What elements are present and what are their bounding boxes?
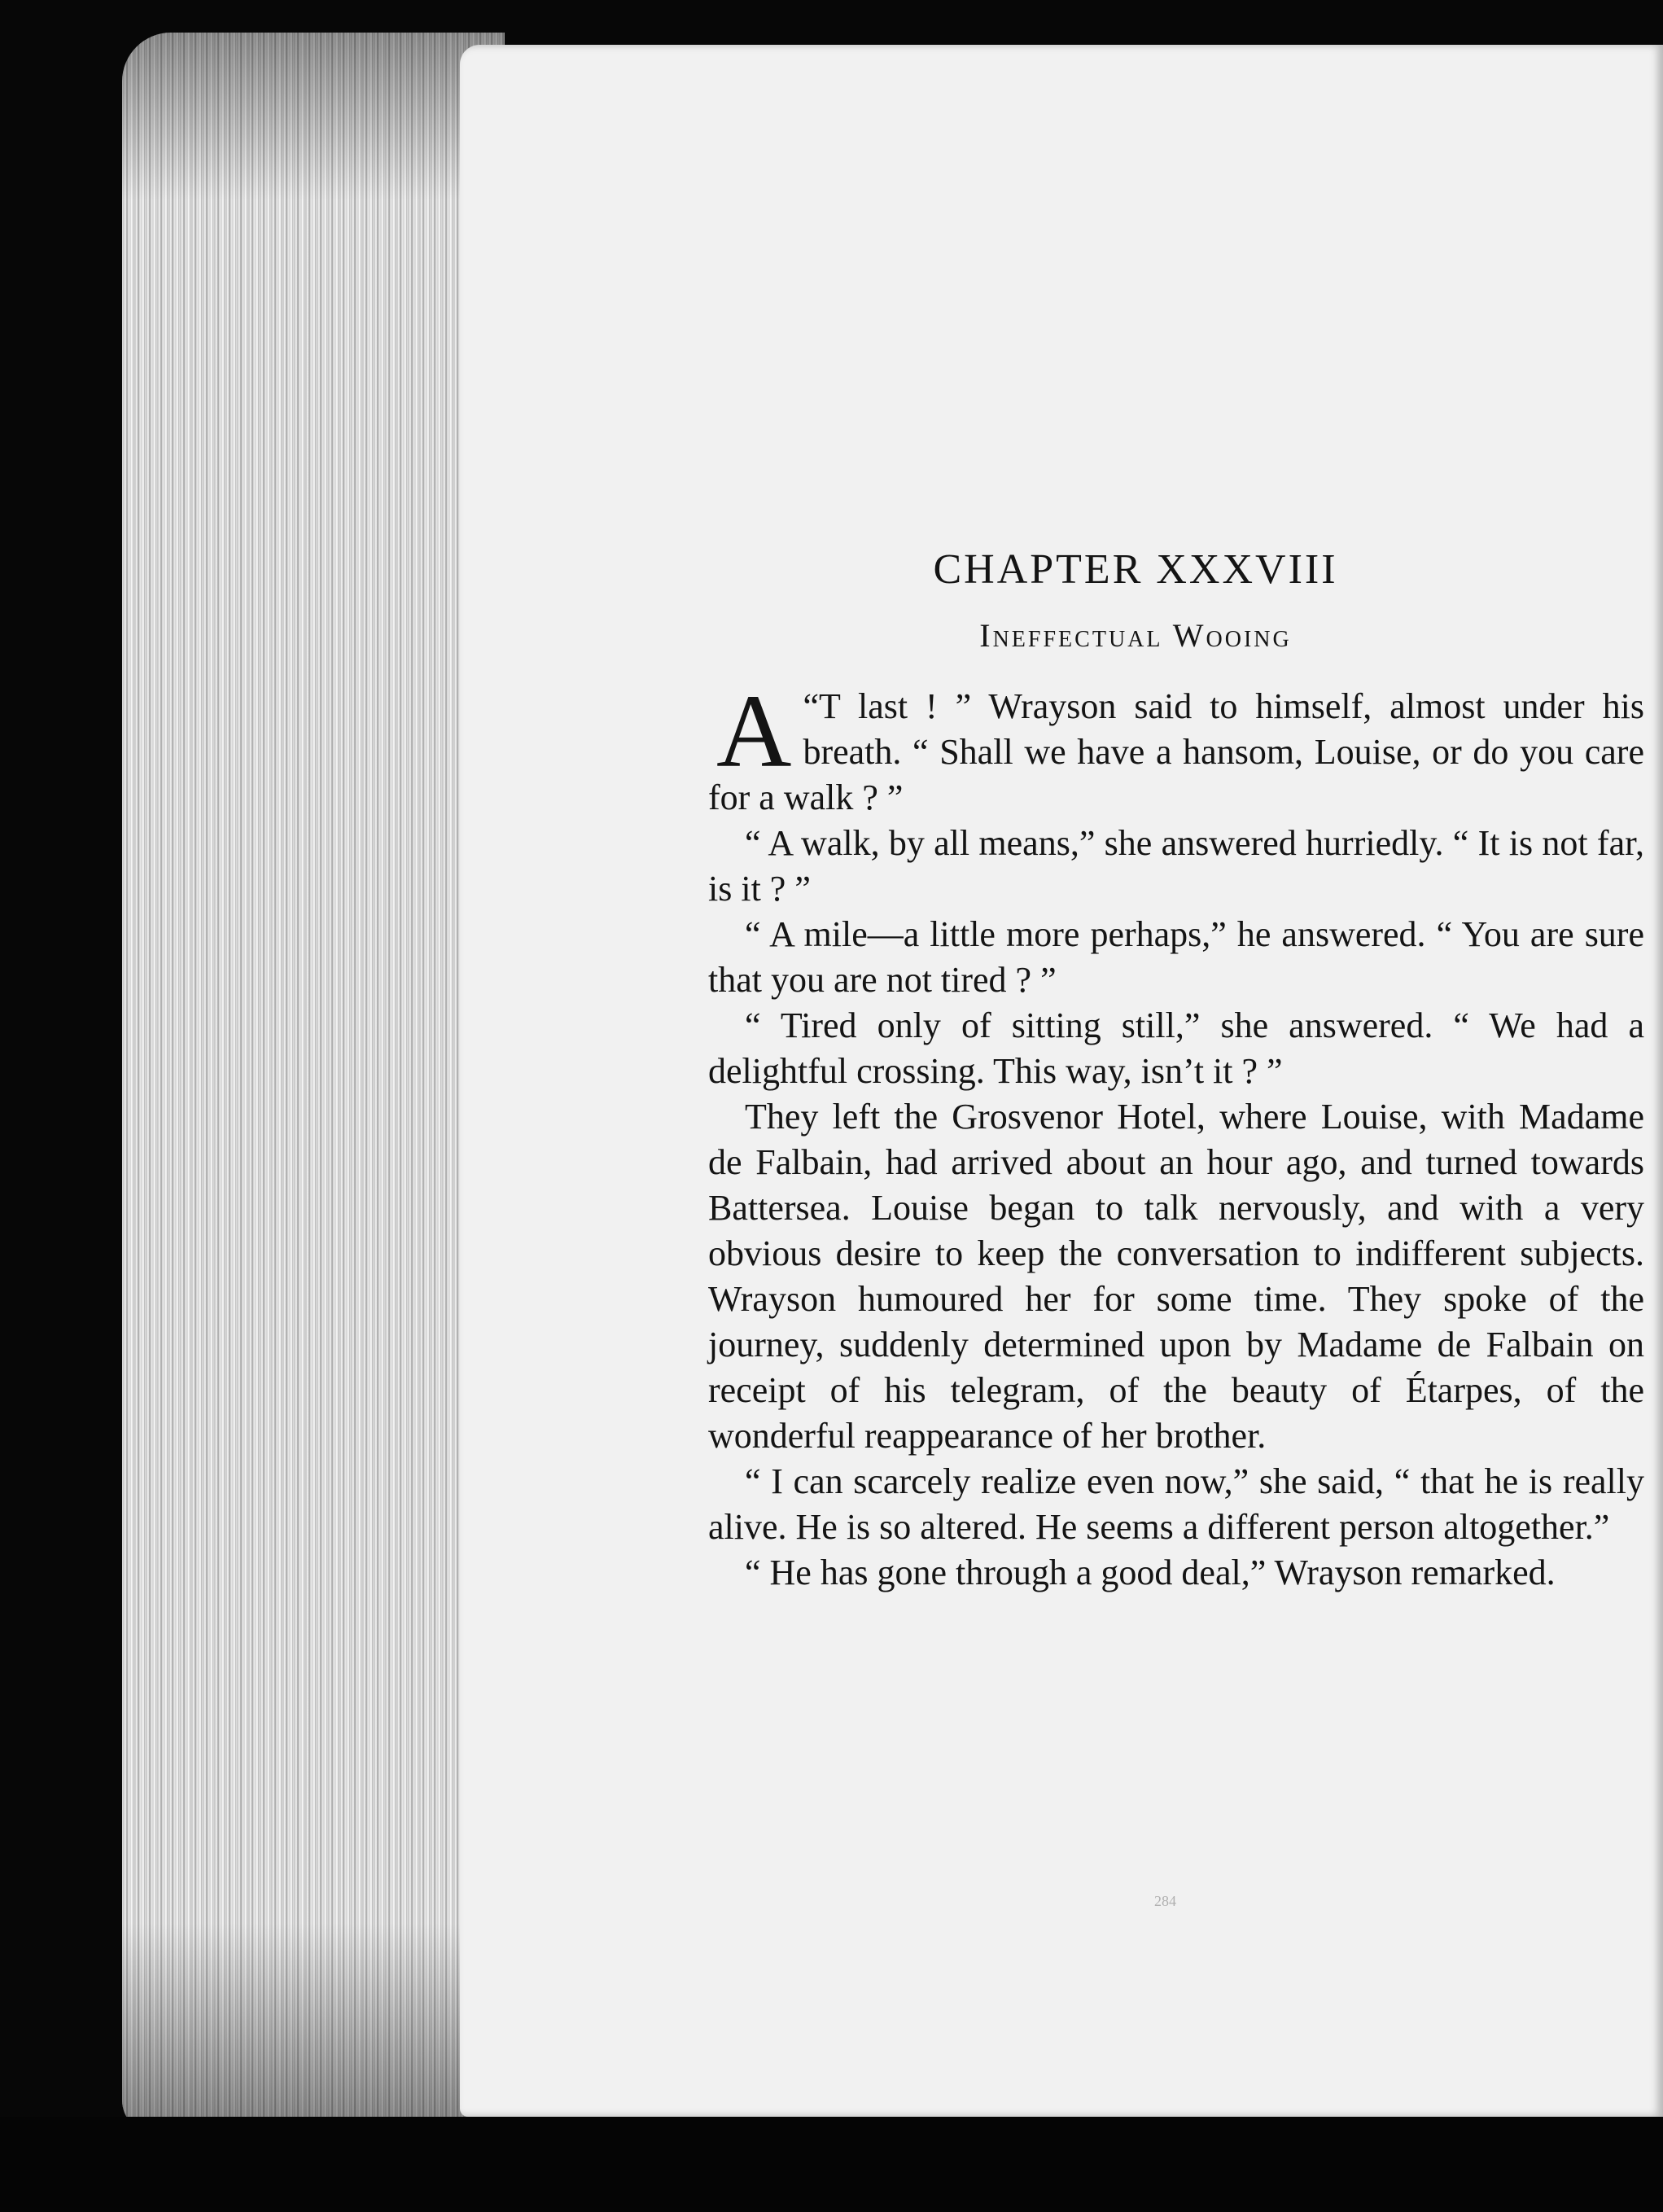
page-number: 284: [1154, 1893, 1176, 1909]
book-page-edges: [122, 33, 505, 2133]
paragraph-4: “ Tired only of sitting still,” she answered. “ We had a delightful crossing. This way, isn’t it ? ”: [708, 1005, 1644, 1091]
paragraph-7: “ He has gone through a good deal,” Wrayson remarked.: [745, 1553, 1556, 1592]
chapter-title: Ineffectual Wooing: [979, 617, 1292, 654]
paragraph-6: “ I can scarcely realize even now,” she said, “ that he is really alive. He is so altered. He seems a different person altogether.”: [708, 1461, 1644, 1547]
paragraph-2: “ A walk, by all means,” she answered hurriedly. “ It is not far, is it ? ”: [708, 823, 1644, 909]
paragraph-1-text: T last ! ” Wrayson said to himself, almost under his breath. “ Shall we have a hansom, Louise, or do you care for a walk ? ”: [708, 686, 1644, 817]
paragraph-5: They left the Grosvenor Hotel, where Louise, with Madame de Falbain, had arrived about an hour ago, and turned towards Battersea. Louise began to talk nervously, and with a very obvious desire to keep the conversation to indifferent subjects. Wrayson humoured her for some time. They spoke of the journey, suddenly determined upon by Madame de Falbain on receipt of his telegram, of the beauty of Étarpes, of the wonderful reappearance of her brother.: [708, 1097, 1644, 1456]
paragraph-3: “ A mile—a little more perhaps,” he answered. “ You are sure that you are not tired ? ”: [708, 914, 1644, 1000]
drop-cap: A: [716, 673, 792, 789]
page-text: [708, 545, 1644, 1596]
chapter-heading: CHAPTER XXXVIII: [933, 546, 1338, 593]
paragraph-1: [708, 673, 1644, 821]
opening-quote: “: [803, 686, 819, 726]
bottom-shadow: [0, 2117, 1663, 2212]
